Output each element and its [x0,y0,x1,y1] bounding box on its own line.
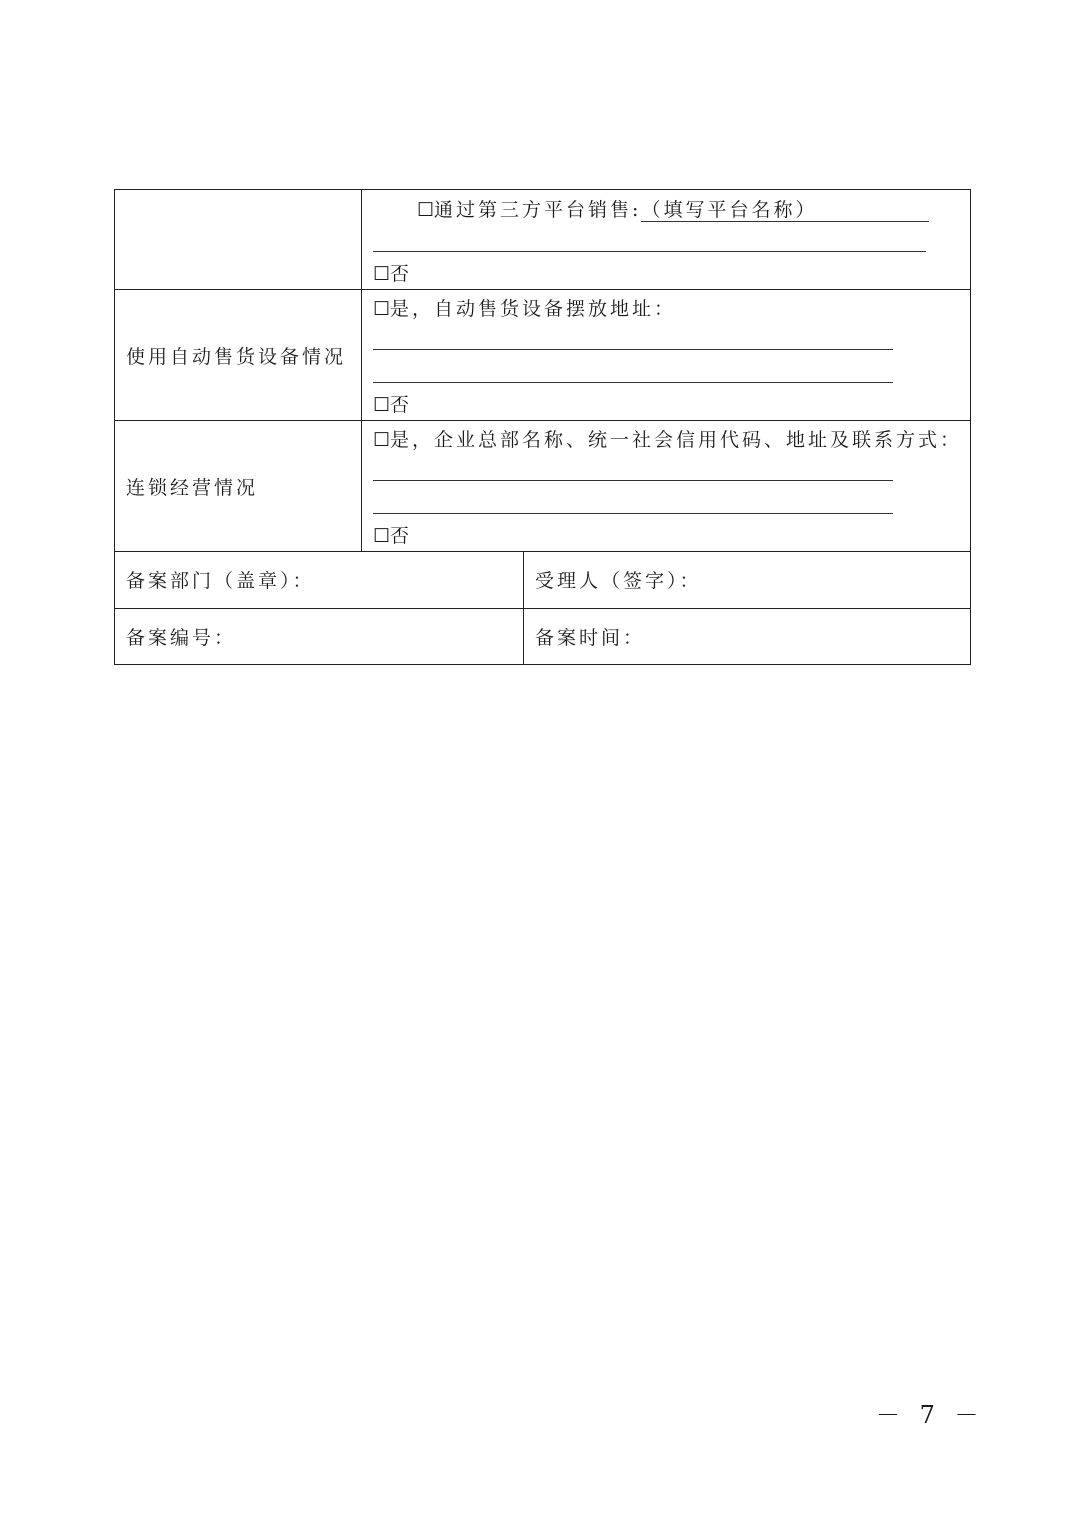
chain-no-option [373,524,412,548]
filing-dept-label: 备案部门（盖章）： [126,570,315,592]
chain-no-label: 否 [390,525,413,547]
vending-address-line-1[interactable] [373,349,893,350]
row-divider-4 [115,608,970,609]
online-no-checkbox[interactable]: ☐ [373,263,391,285]
chain-yes-label: 是，企业总部名称、统一社会信用代码、地址及联系方式： [390,429,963,451]
third-party-option [417,198,929,222]
vending-yes-checkbox[interactable]: ☐ [373,298,391,320]
row-divider-1 [115,289,970,290]
page-number: － 7 － [876,1401,985,1429]
filing-time-label: 备案时间： [535,627,646,649]
chain-yes-checkbox[interactable]: ☐ [373,429,391,451]
online-no-label: 否 [390,263,413,285]
chain-yes-option [373,428,962,452]
receiver-label: 受理人（签字）： [535,570,702,592]
chain-info-line-2[interactable] [373,513,893,514]
label-column-divider [361,190,362,551]
vending-no-label: 否 [390,394,413,416]
vending-address-line-2[interactable] [373,382,893,383]
third-party-label: 通过第三方平台销售: [434,199,642,221]
online-no-option [373,262,412,286]
filing-form-table [114,189,971,665]
platform-name-line-2[interactable] [373,251,926,252]
vending-no-checkbox[interactable]: ☐ [373,394,391,416]
vending-yes-label: 是，自动售货设备摆放地址： [390,298,677,320]
vending-no-option [373,393,412,417]
chain-info-line-1[interactable] [373,480,893,481]
filing-number-label: 备案编号： [126,627,237,649]
row-divider-3 [115,551,970,552]
vending-row-label: 使用自动售货设备情况 [126,346,347,368]
vending-yes-option [373,297,676,321]
third-party-checkbox[interactable]: ☐ [417,199,435,221]
chain-row-label: 连锁经营情况 [126,477,259,499]
row-divider-2 [115,420,970,421]
platform-name-hint: （填写平台名称） [641,199,818,221]
chain-no-checkbox[interactable]: ☐ [373,525,391,547]
platform-name-field[interactable] [641,199,929,222]
